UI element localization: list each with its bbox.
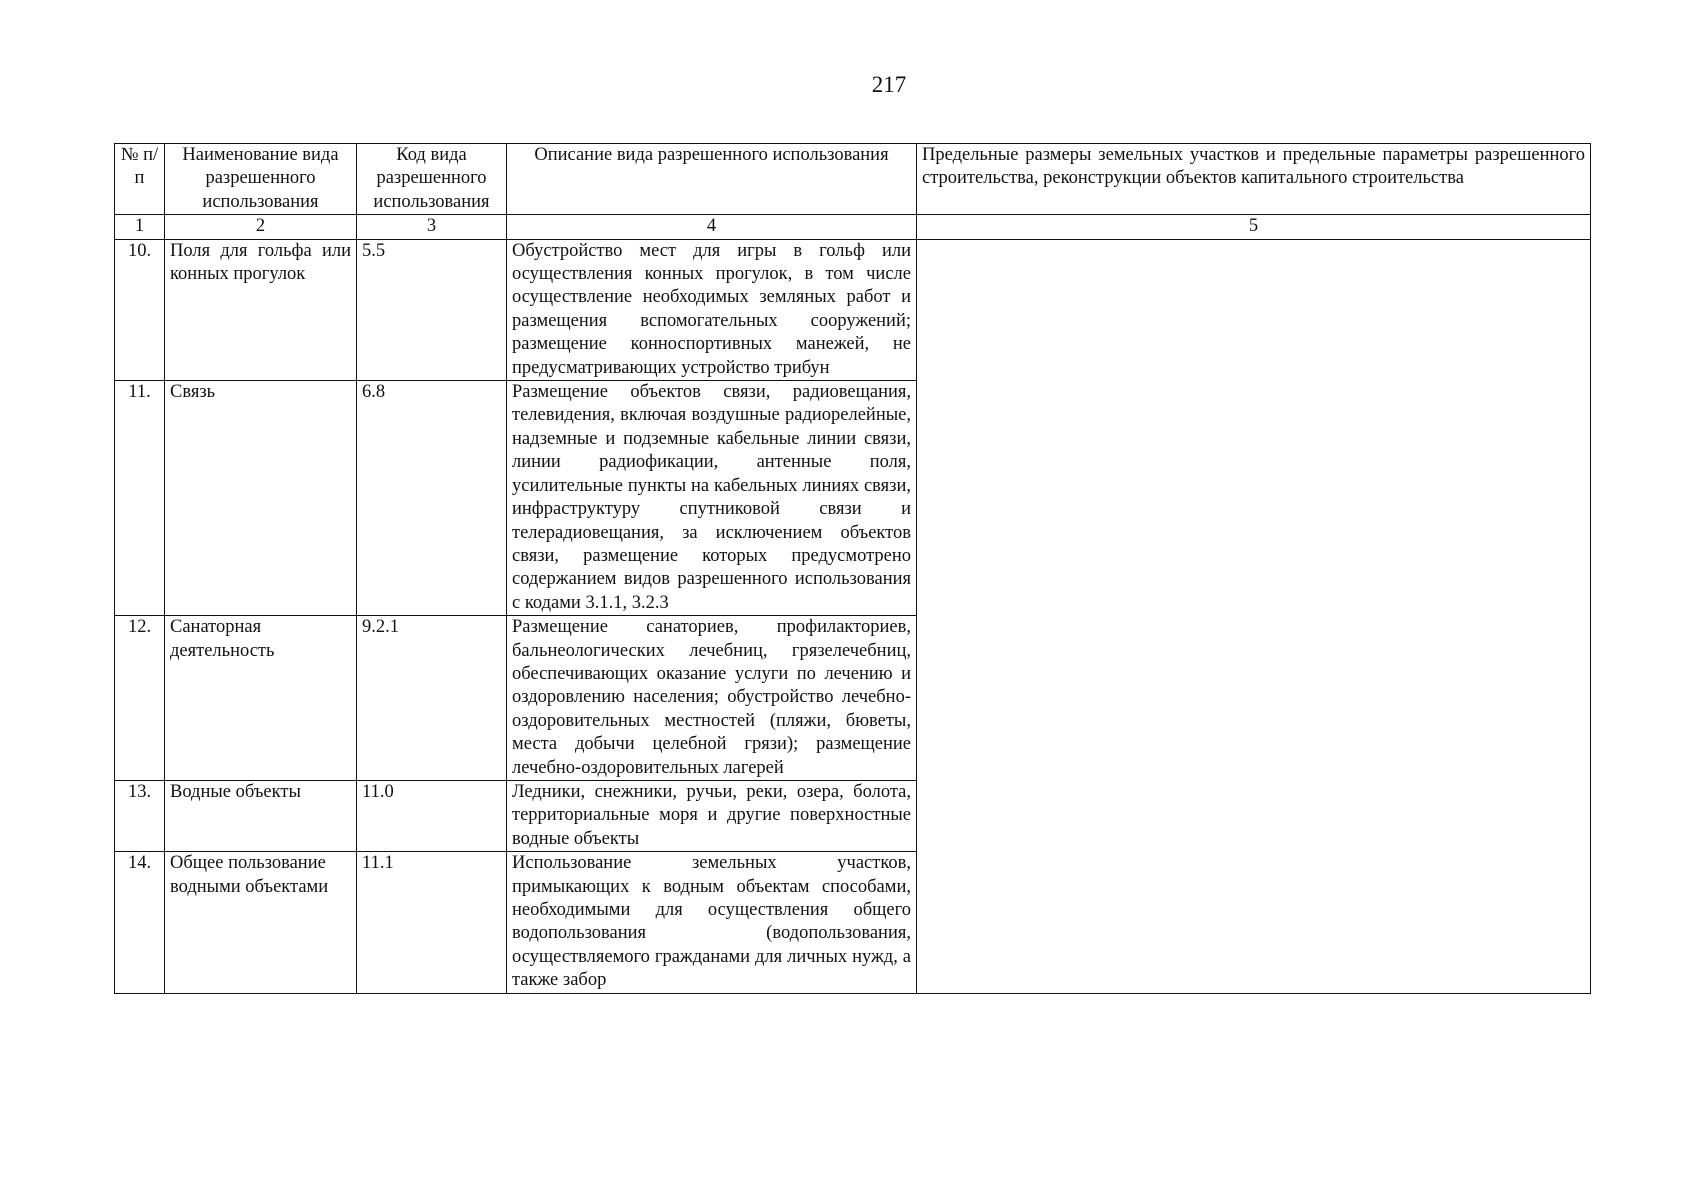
use-name: Санаторная деятельность bbox=[165, 616, 357, 781]
use-name: Водные объекты bbox=[165, 780, 357, 851]
use-name: Общее пользование водными объектами bbox=[165, 852, 357, 993]
use-code: 11.0 bbox=[357, 780, 507, 851]
use-code: 11.1 bbox=[357, 852, 507, 993]
table-header-row bbox=[115, 144, 1591, 215]
header-name: Наименование вида разрешенного использования bbox=[165, 144, 357, 215]
use-code: 6.8 bbox=[357, 381, 507, 616]
use-description: Ледники, снежники, ручьи, реки, озера, болота, территориальные моря и другие поверхностные водные объекты bbox=[507, 780, 917, 851]
use-code: 9.2.1 bbox=[357, 616, 507, 781]
use-name: Связь bbox=[165, 381, 357, 616]
column-number: 2 bbox=[165, 215, 357, 239]
column-number: 4 bbox=[507, 215, 917, 239]
use-description: Размещение санаториев, профилакториев, бальнеологических лечебниц, грязелечебниц, обеспечивающих оказание услуги по лечению и оздоровлению населения; обустройство лечебно-оздоровительных местностей (пляжи, бюветы, места добычи целебной грязи); размещение лечебно-оздоровительных лагерей bbox=[507, 616, 917, 781]
use-code: 5.5 bbox=[357, 239, 507, 380]
row-number: 11. bbox=[115, 381, 165, 616]
use-description: Использование земельных участков, примыкающих к водным объектам способами, необходимыми для осуществления общего водопользования (водопользования, осуществляемого гражданами для личных нужд, а также забор bbox=[507, 852, 917, 993]
row-number: 14. bbox=[115, 852, 165, 993]
page-number: 217 bbox=[871, 72, 907, 97]
header-number: № п/п bbox=[115, 144, 165, 215]
table-row bbox=[115, 239, 1591, 380]
column-number-row bbox=[115, 215, 1591, 239]
column-number: 5 bbox=[917, 215, 1591, 239]
use-description: Размещение объектов связи, радиовещания, телевидения, включая воздушные радиорелейные, надземные и подземные кабельные линии связи, линии радиофикации, антенные поля, усилительные пункты на кабельных линиях связи, инфраструктуру спутниковой связи и телерадиовещания, за исключением объектов связи, размещение которых предусмотрено содержанием видов разрешенного использования с кодами 3.1.1, 3.2.3 bbox=[507, 381, 917, 616]
row-number: 13. bbox=[115, 780, 165, 851]
use-description: Обустройство мест для игры в гольф или осуществления конных прогулок, в том числе осуществление необходимых земляных работ и размещения вспомогательных сооружений; размещение конноспортивных манежей, не предусматривающих устройство трибун bbox=[507, 239, 917, 380]
header-description: Описание вида разрешенного использования bbox=[507, 144, 917, 215]
use-name: Поля для гольфа или конных прогулок bbox=[165, 239, 357, 380]
land-use-table bbox=[114, 143, 1591, 994]
header-code: Код вида разрешенного использования bbox=[357, 144, 507, 215]
row-number: 10. bbox=[115, 239, 165, 380]
column-number: 3 bbox=[357, 215, 507, 239]
header-limits: Предельные размеры земельных участков и предельные параметры разрешенного строительства, реконструкции объектов капитального строительства bbox=[917, 144, 1591, 215]
row-number: 12. bbox=[115, 616, 165, 781]
limits-cell bbox=[917, 239, 1591, 993]
column-number: 1 bbox=[115, 215, 165, 239]
